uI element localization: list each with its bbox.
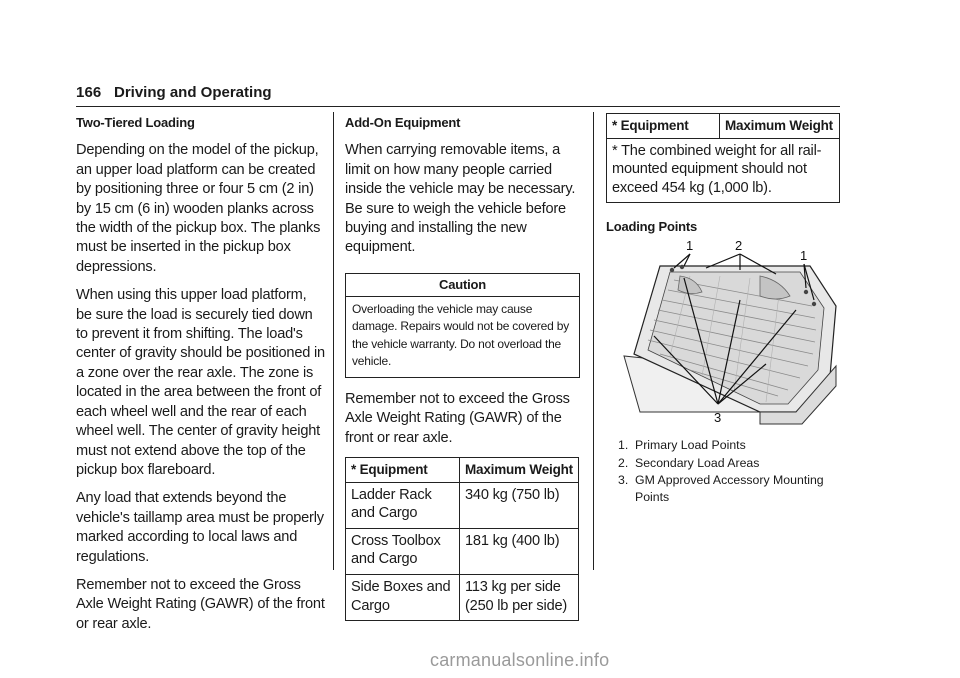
- legend-item: 3. GM Approved Accessory Mounting Points: [618, 473, 824, 504]
- figure-label-1: 1: [686, 238, 694, 253]
- column-divider: [593, 112, 594, 570]
- equipment-table-continued: [606, 113, 840, 203]
- table-row: [607, 138, 840, 203]
- heading-two-tiered-loading: Two-Tiered Loading: [76, 115, 195, 130]
- table-cell: 113 kg per side (250 lb per side): [460, 575, 579, 621]
- paragraph: When carrying removable items, a limit on how many people carried inside the vehicle may be necessary. Be sure to weigh the vehicle before buying and installing the new equipment.: [345, 142, 576, 256]
- table-header-cell: Maximum Weight: [720, 114, 840, 139]
- section-title: Driving and Operating: [114, 84, 272, 101]
- loading-points-title: Loading Points: [606, 219, 698, 235]
- column-divider: [333, 112, 334, 570]
- equipment-table: [345, 457, 579, 621]
- paragraph: Depending on the model of the pickup, an upper load platform can be created by positioning three or four 5 cm (2 in) by 15 cm (6 in) wooden planks across the width of the pickup box. The planks must be inserted in the pickup box depressions.: [76, 142, 321, 275]
- caution-box: [345, 273, 580, 378]
- paragraph: Remember not to exceed the Gross Axle Weight Rating (GAWR) of the front or rear axle.: [345, 390, 570, 446]
- table-cell: 340 kg (750 lb): [460, 482, 579, 528]
- paragraph: Any load that extends beyond the vehicle's taillamp area must be properly marked according to local laws and regulations.: [76, 490, 324, 565]
- table-row: [346, 482, 579, 528]
- table-row: [346, 575, 579, 621]
- table-header-cell: * Equipment: [346, 458, 460, 483]
- table-header-row: [607, 114, 840, 139]
- figure-label-2: 2: [735, 238, 743, 253]
- page-number: 166: [76, 84, 102, 101]
- table-header-row: [346, 458, 579, 483]
- column-middle: [345, 113, 580, 621]
- table-cell: Cross Toolbox and Cargo: [346, 528, 460, 574]
- legend-item: 1. Primary Load Points: [618, 438, 746, 452]
- paragraph: Remember not to exceed the Gross Axle Weight Rating (GAWR) of the front or rear axle.: [76, 576, 325, 632]
- table-cell: Side Boxes and Cargo: [346, 575, 460, 621]
- figure-label-1: 1: [800, 248, 808, 263]
- table-cell: 181 kg (400 lb): [460, 528, 579, 574]
- pickup-bed-illustration: [610, 236, 840, 426]
- table-header-cell: Maximum Weight: [460, 458, 579, 483]
- heading-add-on-equipment: Add-On Equipment: [345, 115, 461, 130]
- page-header: [76, 84, 840, 107]
- column-left: [76, 113, 326, 643]
- figure-label-3: 3: [714, 410, 722, 425]
- pickup-bed-svg: [610, 236, 840, 426]
- table-note-cell: * The combined weight for all rail-mounted equipment should not exceed 454 kg (1,000 lb).: [607, 138, 840, 203]
- watermark: carmanualsonline.info: [430, 650, 610, 670]
- caution-text: Overloading the vehicle may cause damage. Repairs would not be covered by the vehicle warranty. Do not overload the vehicle.: [352, 301, 570, 369]
- legend-item: 2. Secondary Load Areas: [618, 455, 760, 470]
- caution-title: Caution: [346, 274, 579, 297]
- table-cell: Ladder Rack and Cargo: [346, 482, 460, 528]
- column-right: [606, 113, 840, 237]
- paragraph: When using this upper load platform, be sure the load is securely tied down to prevent it from shifting. The load's center of gravity should be positioned in a zone over the rear axle. The zone is located in the area between the front of each wheel well and the rear of each wheel well. The center of gravity height must not extend above the top of the pickup box flareboard.: [76, 287, 325, 478]
- table-row: [346, 528, 579, 574]
- figure-legend: [618, 437, 838, 506]
- table-header-cell: * Equipment: [607, 114, 720, 139]
